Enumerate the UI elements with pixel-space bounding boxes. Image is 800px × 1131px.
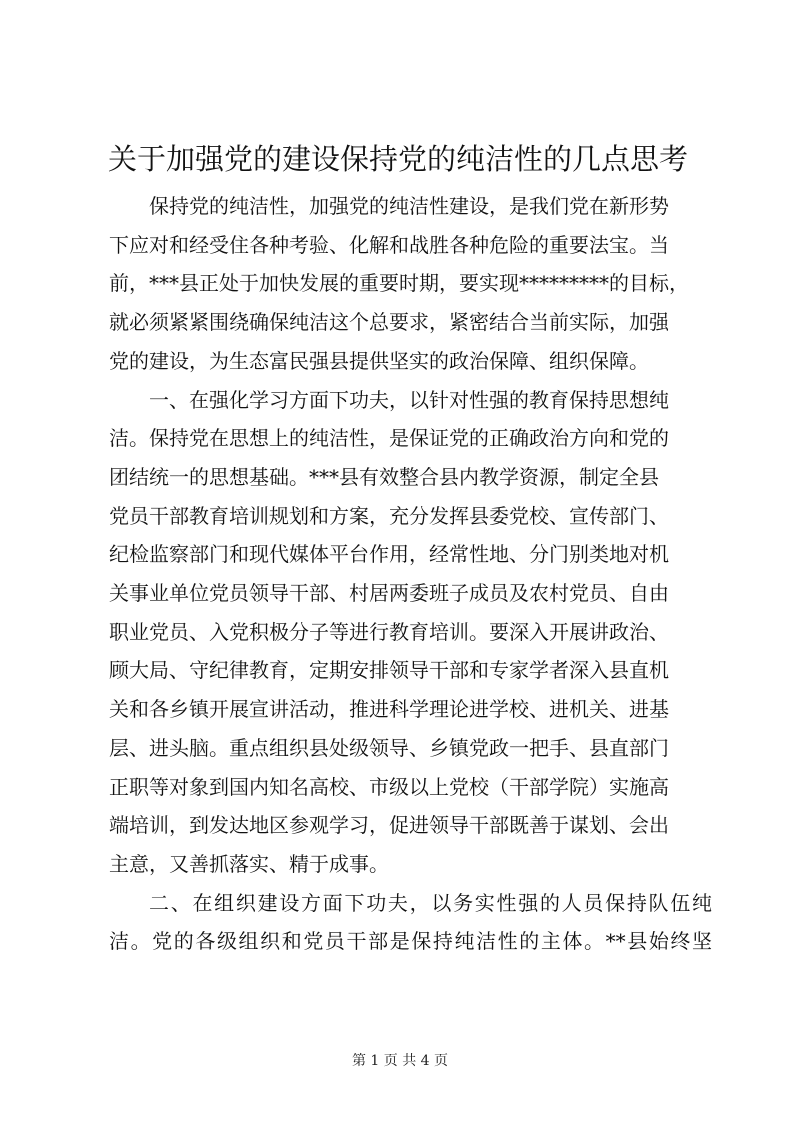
paragraph-section-two: 二、在组织建设方面下功夫，以务实性强的人员保持队伍纯 洁。党的各级组织和党员干部是保持纯洁性的主体。**县始终坚 <box>109 890 712 954</box>
page-footer: 第 1 页 共 4 页 <box>351 1053 449 1069</box>
paragraph-intro: 保持党的纯洁性，加强党的纯洁性建设，是我们党在新形势 下应对和经受住各种考验、化解和战胜各种危险的重要法宝。当 前，***县正处于加快发展的重要时期，要实现*********的目标， 就必须紧紧围绕确保纯洁这个总要求，紧密结合当前实际，加强 党的建设，为生态富民强县提供坚实的政治保障、组织保障。 <box>109 194 689 373</box>
document-body <box>109 187 712 961</box>
paragraph-section-one: 一、在强化学习方面下功夫，以针对性强的教育保持思想纯 洁。保持党在思想上的纯洁性，是保证党的正确政治方向和党的 团结统一的思想基础。***县有效整合县内教学资源，制定全县 党员干部教育培训规划和方案，充分发挥县委党校、宣传部门、 纪检监察部门和现代媒体平台作用，经常性地、分门别类地对机 关事业单位党员领导干部、村居两委班子成员及农村党员、自由 职业党员、入党积极分子等进行教育培训。要深入开展讲政治、 顾大局、守纪律教育，定期安排领导干部和专家学者深入县直机 关和各乡镇开展宣讲活动，推进科学理论进学校、进机关、进基 层、进头脑。重点组织县处级领导、乡镇党政一把手、县直部门 正职等对象到国内知名高校、市级以上党校（干部学院）实施高 端培训，到发达地区参观学习，促进领导干部既善于谋划、会出 主意，又善抓落实、精于成事。 <box>109 387 669 876</box>
document-title: 关于加强党的建设保持党的纯洁性的几点思考 <box>108 142 689 176</box>
